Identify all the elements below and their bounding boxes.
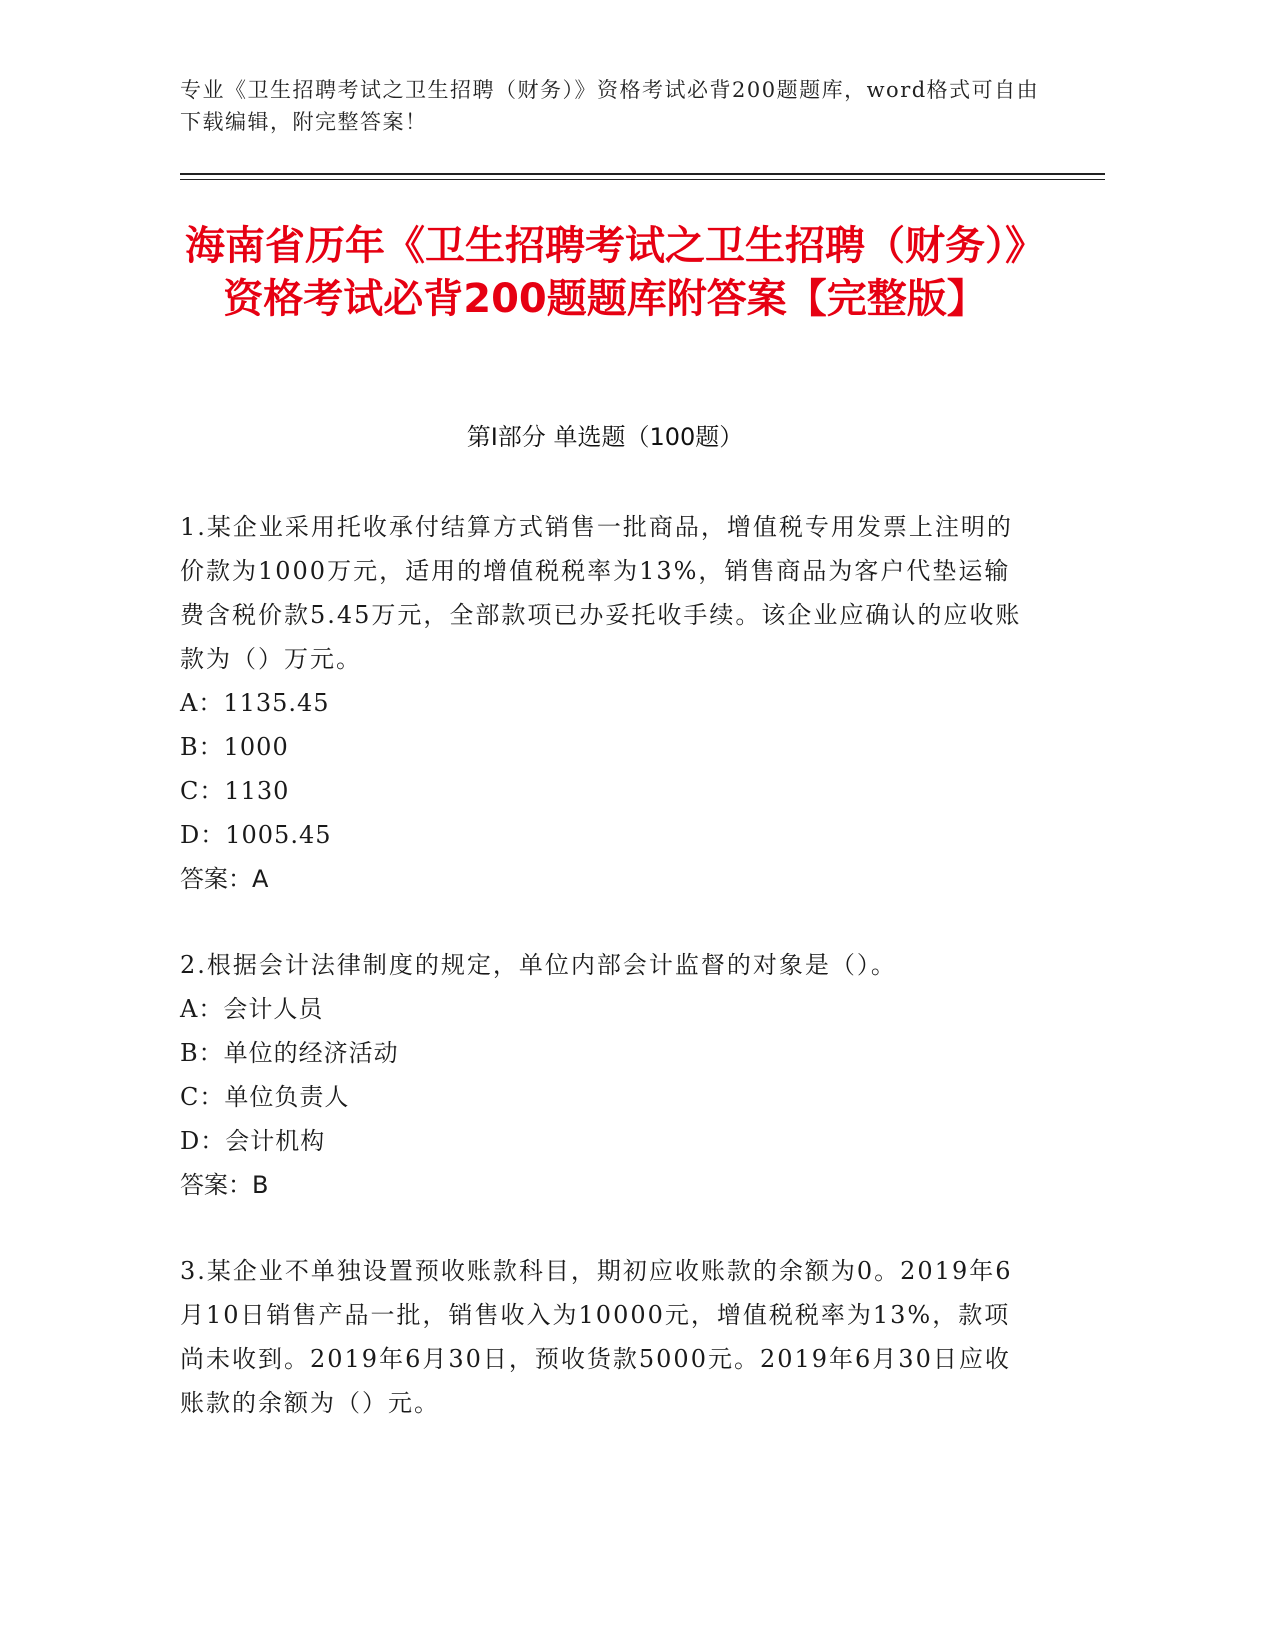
- option-d: D：会计机构: [180, 1127, 326, 1155]
- section-heading: 第I部分 单选题（100题）: [466, 423, 744, 451]
- option-c: C：单位负责人: [180, 1083, 350, 1111]
- option-a: A：1135.45: [180, 689, 330, 717]
- question-list: [180, 505, 1030, 1467]
- question-stem: 2.根据会计法律制度的规定，单位内部会计监督的对象是（）。: [180, 951, 897, 979]
- question-2: [180, 943, 1030, 1207]
- question-1: [180, 505, 1030, 901]
- option-b: B：1000: [180, 733, 289, 761]
- question-3: [180, 1249, 1030, 1425]
- answer-line: 答案：A: [180, 865, 269, 893]
- option-d: D：1005.45: [180, 821, 332, 849]
- question-stem: 1.某企业采用托收承付结算方式销售一批商品，增值税专用发票上注明的价款为1000万元，适用的增值税税率为13%，销售商品为客户代垫运输费含税价款5.45万元，全部款项已办妥托收手续。该企业应确认的应收账款为（）万元。: [180, 513, 1022, 673]
- option-a: A：会计人员: [180, 995, 324, 1023]
- answer-line: 答案：B: [180, 1171, 269, 1199]
- question-stem: 3.某企业不单独设置预收账款科目，期初应收账款的余额为0。2019年6月10日销售产品一批，销售收入为10000元，增值税税率为13%，款项尚未收到。2019年6月30日，预收货款5000元。2019年6月30日应收账款的余额为（）元。: [180, 1257, 1013, 1417]
- option-b: B：单位的经济活动: [180, 1039, 399, 1067]
- header-note: 专业《卫生招聘考试之卫生招聘（财务）》资格考试必背200题题库，word格式可自由下载编辑，附完整答案！: [180, 78, 1040, 134]
- document-title: 海南省历年《卫生招聘考试之卫生招聘（财务）》资格考试必背200题题库附答案【完整版】: [185, 223, 1025, 322]
- header-divider-thin: [180, 179, 1105, 180]
- header-divider-thick: [180, 173, 1105, 175]
- option-c: C：1130: [180, 777, 290, 805]
